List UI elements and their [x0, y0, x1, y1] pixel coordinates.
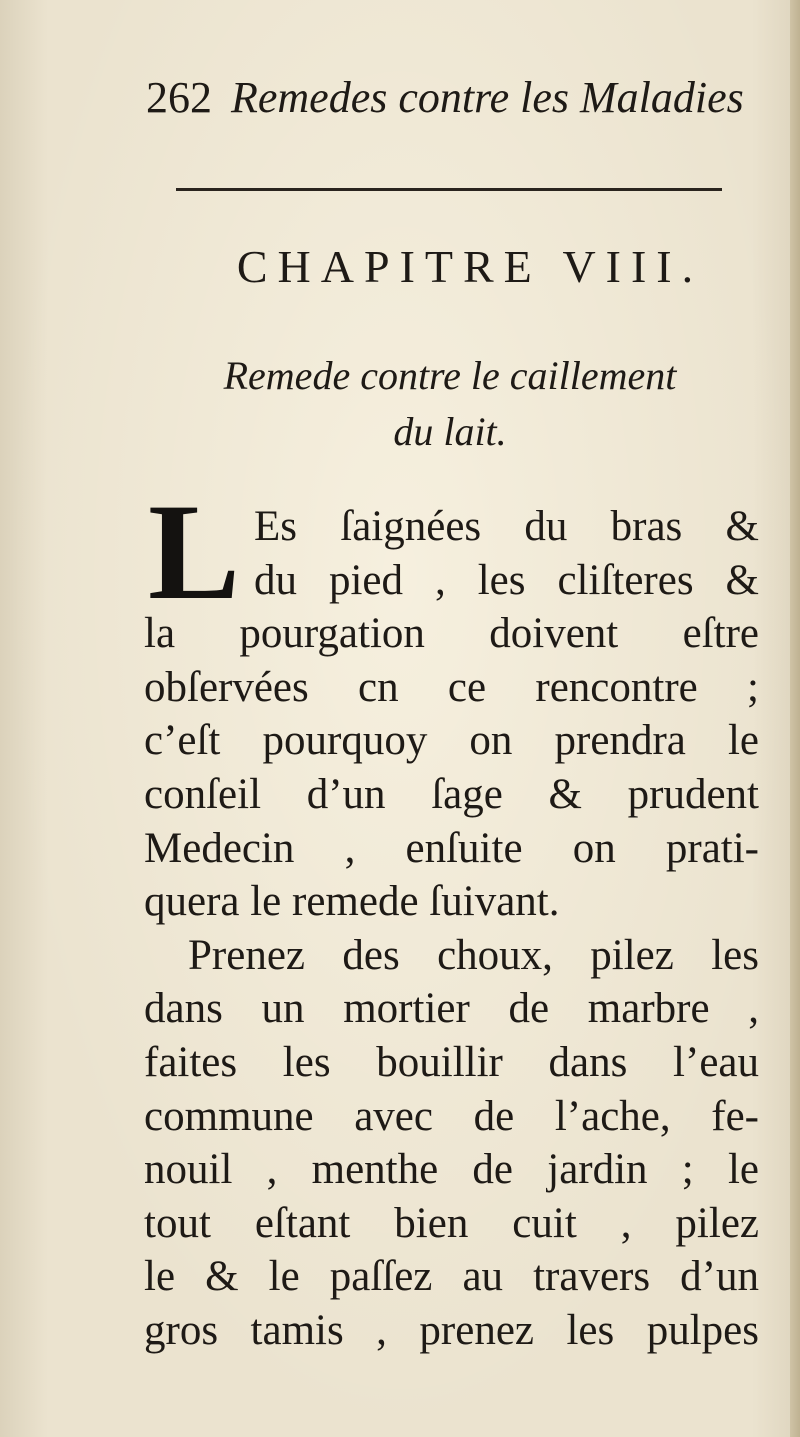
header-rule — [176, 188, 722, 191]
text-line: commune avec de l’ache, fe- — [144, 1092, 759, 1140]
text-line: le & le paſſez au travers d’un — [144, 1253, 759, 1301]
subtitle-line: du lait. — [393, 409, 507, 454]
running-head — [146, 72, 766, 132]
text-line: conſeil d’un ſage & prudent — [144, 770, 759, 818]
page-number: 262 — [146, 73, 212, 122]
text-line: dans un mortier de marbre , — [144, 985, 759, 1033]
text-line: du pied , les cliſteres & — [254, 556, 759, 604]
subtitle-line: Remede contre le caillement — [223, 353, 677, 398]
text-line: Es ſaignées du bras & — [254, 503, 759, 550]
text-line: gros tamis , prenez les pulpes — [144, 1306, 759, 1354]
running-title: Remedes contre les Maladies — [231, 73, 744, 122]
chapter-subtitle — [150, 348, 750, 460]
text-line: tout eſtant bien cuit , pilez — [144, 1199, 759, 1247]
text-line: obſervées cn ce rencontre ; — [144, 663, 759, 711]
page-edge — [790, 0, 800, 1437]
chapter-heading: CHAPITRE VIII. — [236, 241, 704, 292]
text-line: Medecin , enſuite on prati- — [144, 824, 759, 872]
text-line: la pourgation doivent eſtre — [144, 610, 759, 658]
text-line: nouil , menthe de jardin ; le — [144, 1146, 759, 1194]
text-line: c’eſt pourquoy on prendra le — [144, 717, 759, 765]
text-line: faites les bouillir dans l’eau — [144, 1038, 759, 1086]
text-line: Prenez des choux, pilez les — [188, 931, 759, 979]
body-text — [144, 500, 759, 1358]
text-line: quera le remede ſuivant. — [144, 878, 560, 926]
drop-cap: L — [148, 475, 241, 628]
